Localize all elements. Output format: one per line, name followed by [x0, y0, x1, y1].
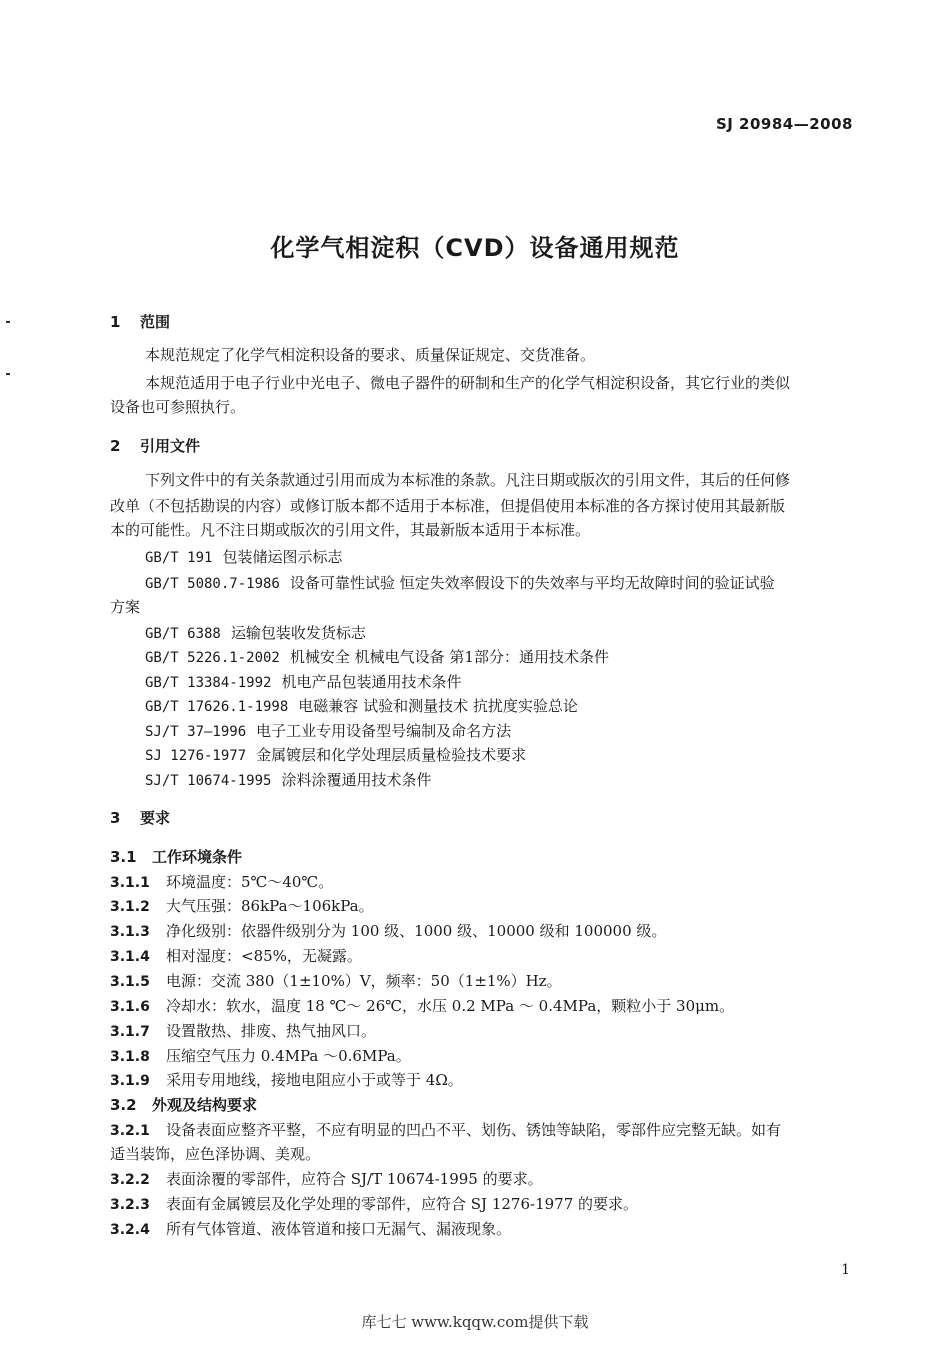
clause-text: 表面涂覆的零部件，应符合 SJ/T 10674-1995 的要求。 — [166, 1170, 543, 1188]
paragraph: 设备也可参照执行。 — [110, 398, 246, 416]
section-heading — [110, 435, 200, 456]
clause — [110, 1193, 638, 1214]
clause-text: 环境温度：5℃～40℃。 — [166, 873, 334, 891]
clause-number: 3.1.2 — [110, 899, 150, 915]
paragraph: 改单（不包括勘误的内容）或修订版本都不适用于本标准，但提倡使用本标准的各方探讨使用其最新版 — [110, 497, 786, 515]
clause — [110, 871, 333, 892]
reference-title: 电磁兼容 试验和测量技术 抗扰度实验总论 — [298, 697, 578, 715]
reference-continuation: 方案 — [110, 598, 141, 616]
section-number: 2 — [110, 437, 121, 455]
reference-item — [145, 622, 366, 643]
reference-item — [145, 572, 775, 593]
reference-item — [145, 744, 526, 765]
subsection-heading — [110, 1094, 257, 1115]
page-number: 1 — [841, 1262, 850, 1278]
document-title: 化学气相淀积（CVD）设备通用规范 — [270, 234, 680, 262]
reference-title: 金属镀层和化学处理层质量检验技术要求 — [256, 746, 527, 764]
clause — [110, 1218, 511, 1239]
clause — [110, 920, 666, 941]
reference-item — [145, 720, 511, 741]
reference-title: 电子工业专用设备型号编制及命名方法 — [256, 722, 512, 740]
clause-number: 3.1.1 — [110, 875, 150, 891]
reference-item — [145, 646, 609, 667]
clause — [110, 995, 734, 1016]
clause-text: 冷却水：软水，温度 18 ℃～ 26℃，水压 0.2 MPa ～ 0.4MPa，颗粒小于 30μm。 — [166, 997, 735, 1015]
clause-text: 压缩空气压力 0.4MPa ～0.6MPa。 — [166, 1047, 411, 1065]
clause-number: 3.2.1 — [110, 1123, 150, 1139]
clause-text: 大气压强：86kPa～106kPa。 — [166, 897, 374, 915]
clause-number: 3.1.8 — [110, 1049, 150, 1065]
reference-code: GB/T 17626.1-1998 — [145, 699, 289, 715]
clause-text: 设备表面应整齐平整，不应有明显的凹凸不平、划伤、锈蚀等缺陷，零部件应完整无缺。如有 — [166, 1121, 782, 1139]
clause — [110, 1045, 411, 1066]
clause-text: 表面有金属镀层及化学处理的零部件，应符合 SJ 1276-1977 的要求。 — [166, 1195, 639, 1213]
subsection-number: 3.1 — [110, 848, 137, 866]
reference-item — [145, 671, 461, 692]
reference-code: GB/T 6388 — [145, 626, 221, 642]
standard-number: SJ 20984—2008 — [715, 115, 853, 133]
clause-number: 3.1.3 — [110, 924, 150, 940]
paragraph: 下列文件中的有关条款通过引用而成为本标准的条款。凡注日期或版次的引用文件，其后的任何修 — [145, 471, 791, 489]
section-heading — [110, 311, 170, 332]
clause-number: 3.2.4 — [110, 1222, 150, 1238]
clause-text: 相对湿度：<85%，无凝露。 — [166, 947, 362, 965]
clause-number: 3.1.7 — [110, 1024, 150, 1040]
reference-code: GB/T 5080.7-1986 — [145, 576, 280, 592]
footer-watermark: 库七七 www.kqqw.com提供下载 — [361, 1313, 589, 1331]
reference-code: SJ 1276-1977 — [145, 748, 247, 764]
clause — [110, 1020, 376, 1041]
clause-continuation: 适当装饰，应色泽协调、美观。 — [110, 1145, 321, 1163]
section-number: 3 — [110, 809, 121, 827]
reference-item — [145, 546, 342, 567]
clause-text: 采用专用地线，接地电阻应小于或等于 4Ω。 — [166, 1071, 463, 1089]
reference-code: GB/T 191 — [145, 550, 213, 566]
clause — [110, 970, 562, 991]
clause — [110, 895, 374, 916]
reference-code: GB/T 5226.1-2002 — [145, 650, 280, 666]
section-title: 范围 — [140, 313, 171, 331]
subsection-number: 3.2 — [110, 1096, 137, 1114]
clause-text: 净化级别：依器件级别分为 100 级、1000 级、10000 级和 100000 级。 — [166, 922, 667, 940]
clause — [110, 1119, 781, 1140]
reference-title: 机电产品包装通用技术条件 — [281, 673, 462, 691]
clause — [110, 945, 362, 966]
clause-text: 电源：交流 380（1±10%）V，频率：50（1±1%）Hz。 — [166, 972, 562, 990]
clause-number: 3.2.2 — [110, 1172, 150, 1188]
clause-number: 3.2.3 — [110, 1197, 150, 1213]
paragraph: 本规范规定了化学气相淀积设备的要求、质量保证规定、交货准备。 — [145, 346, 596, 364]
clause — [110, 1168, 543, 1189]
clause-number: 3.1.9 — [110, 1073, 150, 1089]
section-title: 要求 — [140, 809, 171, 827]
reference-item — [145, 695, 578, 716]
reference-title: 运输包装收发货标志 — [230, 624, 366, 642]
paragraph: 本规范适用于电子行业中光电子、微电子器件的研制和生产的化学气相淀积设备，其它行业的类似 — [145, 374, 791, 392]
reference-code: SJ/T 10674-1995 — [145, 773, 272, 789]
section-number: 1 — [110, 313, 121, 331]
clause — [110, 1069, 463, 1090]
reference-item — [145, 769, 431, 790]
reference-code: SJ/T 37—1996 — [145, 724, 247, 740]
reference-title: 包装储运图示标志 — [222, 548, 343, 566]
subsection-title: 外观及结构要求 — [152, 1096, 258, 1114]
clause-number: 3.1.4 — [110, 949, 150, 965]
reference-title: 机械安全 机械电气设备 第1部分：通用技术条件 — [289, 648, 609, 666]
paragraph: 本的可能性。凡不注日期或版次的引用文件，其最新版本适用于本标准。 — [110, 521, 591, 539]
reference-title: 涂料涂覆通用技术条件 — [281, 771, 432, 789]
reference-code: GB/T 13384-1992 — [145, 675, 272, 691]
clause-text: 所有气体管道、液体管道和接口无漏气、漏液现象。 — [166, 1220, 512, 1238]
subsection-title: 工作环境条件 — [152, 848, 243, 866]
section-title: 引用文件 — [140, 437, 201, 455]
scan-mark — [6, 373, 10, 375]
subsection-heading — [110, 846, 242, 867]
scan-mark — [6, 321, 10, 323]
clause-number: 3.1.6 — [110, 999, 150, 1015]
reference-title: 设备可靠性试验 恒定失效率假设下的失效率与平均无故障时间的验证试验 — [289, 574, 775, 592]
clause-text: 设置散热、排废、热气抽风口。 — [166, 1022, 377, 1040]
clause-number: 3.1.5 — [110, 974, 150, 990]
section-heading — [110, 807, 170, 828]
